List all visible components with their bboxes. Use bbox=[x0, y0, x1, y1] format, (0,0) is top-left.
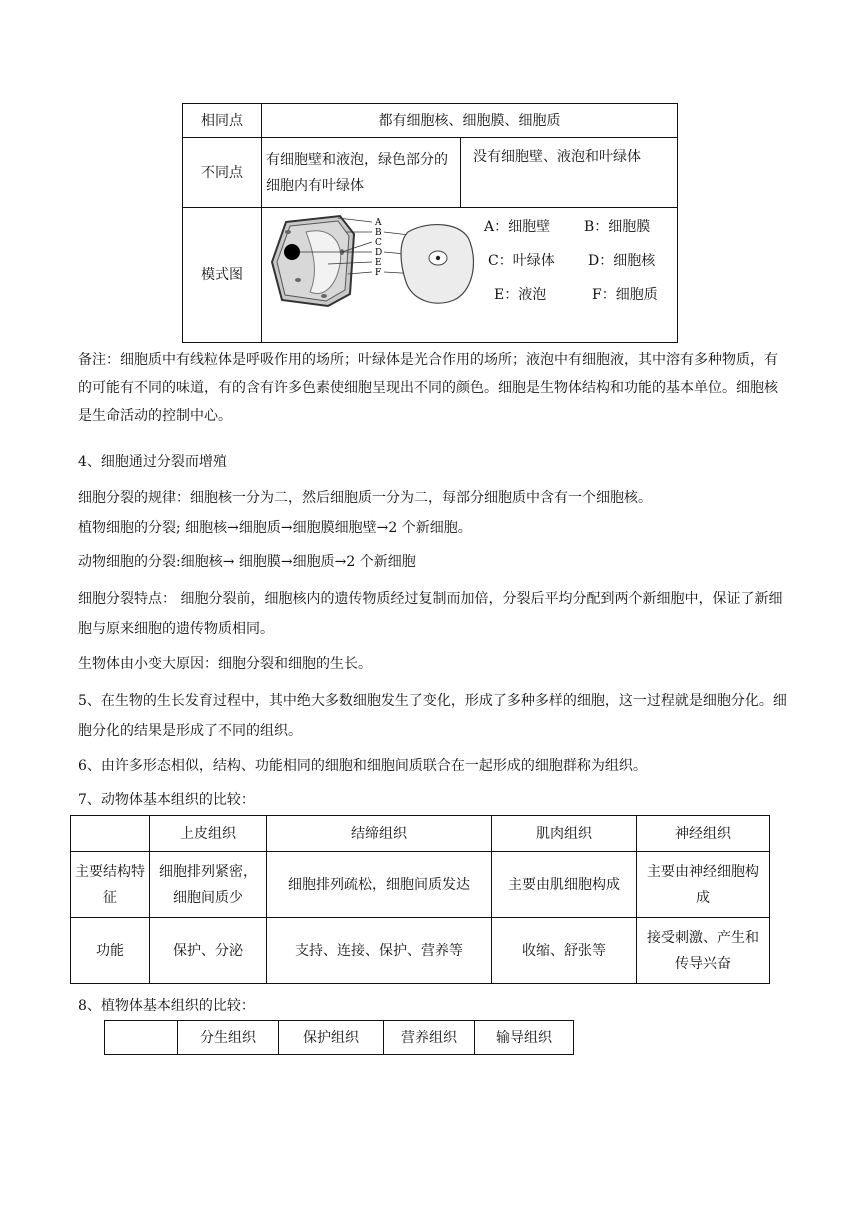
animal-row2-cell: 保护、分泌 bbox=[150, 918, 267, 984]
legend-a: A：细胞壁 bbox=[484, 219, 551, 235]
plant-header-4: 输导组织 bbox=[475, 1021, 574, 1055]
row-label-same: 相同点 bbox=[183, 104, 262, 138]
plant-header-blank bbox=[105, 1021, 178, 1055]
section-7-heading: 7、动物体基本组织的比较： bbox=[78, 792, 255, 808]
animal-row2-cell: 接受刺激、产生和传导兴奋 bbox=[637, 918, 770, 984]
plant-nucleus bbox=[284, 244, 300, 260]
row-value-same: 都有细胞核、细胞膜、细胞质 bbox=[262, 104, 678, 138]
row-label-diagram: 模式图 bbox=[183, 208, 262, 343]
chloroplast-2 bbox=[321, 294, 327, 298]
animal-row1-cell: 主要由肌细胞构成 bbox=[492, 852, 637, 918]
animal-row1-cell: 细胞排列疏松，细胞间质发达 bbox=[267, 852, 492, 918]
animal-header-blank bbox=[71, 816, 150, 852]
section-4-heading: 4、细胞通过分裂而增殖 bbox=[78, 454, 227, 470]
diagram-letter: F bbox=[375, 268, 382, 278]
plant-header-3: 营养组织 bbox=[384, 1021, 475, 1055]
chloroplast-4 bbox=[285, 230, 291, 234]
cell-compare-table bbox=[182, 103, 678, 343]
section-6: 6、由许多形态相似，结构、功能相同的细胞和细胞间质联合在一起形成的细胞群称为组织。 bbox=[78, 758, 647, 774]
diagram-letter: D bbox=[375, 248, 383, 258]
section-8-heading: 8、植物体基本组织的比较： bbox=[78, 998, 255, 1014]
note-paragraph: 备注：细胞质中有线粒体是呼吸作用的场所；叶绿体是光合作用的场所；液泡中有细胞液，其中溶有多种物质，有的可能有不同的味道，有的含有许多色素使细胞呈现出不同的颜色。细胞是生物体结构和功能的基本单位。细胞核是生命活动的控制中心。 bbox=[78, 352, 778, 424]
plant-division: 植物细胞的分裂; 细胞核→细胞质→细胞膜细胞壁→2 个新细胞。 bbox=[78, 520, 472, 536]
animal-header-1: 上皮组织 bbox=[150, 816, 267, 852]
diff-animal: 没有细胞壁、液泡和叶绿体 bbox=[461, 138, 678, 208]
animal-division: 动物细胞的分裂:细胞核→ 细胞膜→细胞质→2 个新细胞 bbox=[78, 554, 416, 570]
legend-d: D：细胞核 bbox=[588, 253, 656, 269]
cell-diagram bbox=[268, 212, 478, 312]
animal-header-2: 结缔组织 bbox=[267, 816, 492, 852]
legend-b: B：细胞膜 bbox=[584, 219, 651, 235]
animal-row2-cell: 支持、连接、保护、营养等 bbox=[267, 918, 492, 984]
diff-plant: 有细胞壁和液泡，绿色部分的细胞内有叶绿体 bbox=[262, 138, 461, 208]
animal-tissue-table bbox=[70, 815, 770, 984]
diagram-cell bbox=[262, 208, 678, 343]
plant-header-2: 保护组织 bbox=[279, 1021, 384, 1055]
diagram-letter: C bbox=[375, 238, 382, 248]
diagram-letter: E bbox=[375, 258, 382, 268]
animal-row1-label: 主要结构特征 bbox=[71, 852, 150, 918]
diagram-letter: B bbox=[375, 228, 382, 238]
division-rule: 细胞分裂的规律：细胞核一分为二，然后细胞质一分为二，每部分细胞质中含有一个细胞核。 bbox=[78, 490, 652, 506]
diagram-letter: A bbox=[375, 218, 382, 228]
row-label-diff: 不同点 bbox=[183, 138, 262, 208]
legend-c: C：叶绿体 bbox=[488, 253, 555, 269]
chloroplast-1 bbox=[295, 278, 301, 282]
plant-tissue-table bbox=[104, 1020, 574, 1055]
legend-e: E：液泡 bbox=[494, 287, 547, 303]
division-feature: 细胞分裂特点： 细胞分裂前，细胞核内的遗传物质经过复制而加倍，分裂后平均分配到两个新细胞中，保证了新细胞与原来细胞的遗传物质相同。 bbox=[78, 591, 783, 637]
animal-header-3: 肌肉组织 bbox=[492, 816, 637, 852]
growth-reason: 生物体由小变大原因：细胞分裂和细胞的生长。 bbox=[78, 656, 372, 672]
animal-row2-cell: 收缩、舒张等 bbox=[492, 918, 637, 984]
animal-row1-cell: 细胞排列紧密，细胞间质少 bbox=[150, 852, 267, 918]
animal-row1-cell: 主要由神经细胞构成 bbox=[637, 852, 770, 918]
section-5: 5、在生物的生长发育过程中，其中绝大多数细胞发生了变化，形成了多种多样的细胞，这一过程就是细胞分化。细胞分化的结果是形成了不同的组织。 bbox=[78, 693, 787, 739]
plant-header-1: 分生组织 bbox=[178, 1021, 279, 1055]
animal-row2-label: 功能 bbox=[71, 918, 150, 984]
animal-header-4: 神经组织 bbox=[637, 816, 770, 852]
legend-f: F：细胞质 bbox=[592, 287, 658, 303]
